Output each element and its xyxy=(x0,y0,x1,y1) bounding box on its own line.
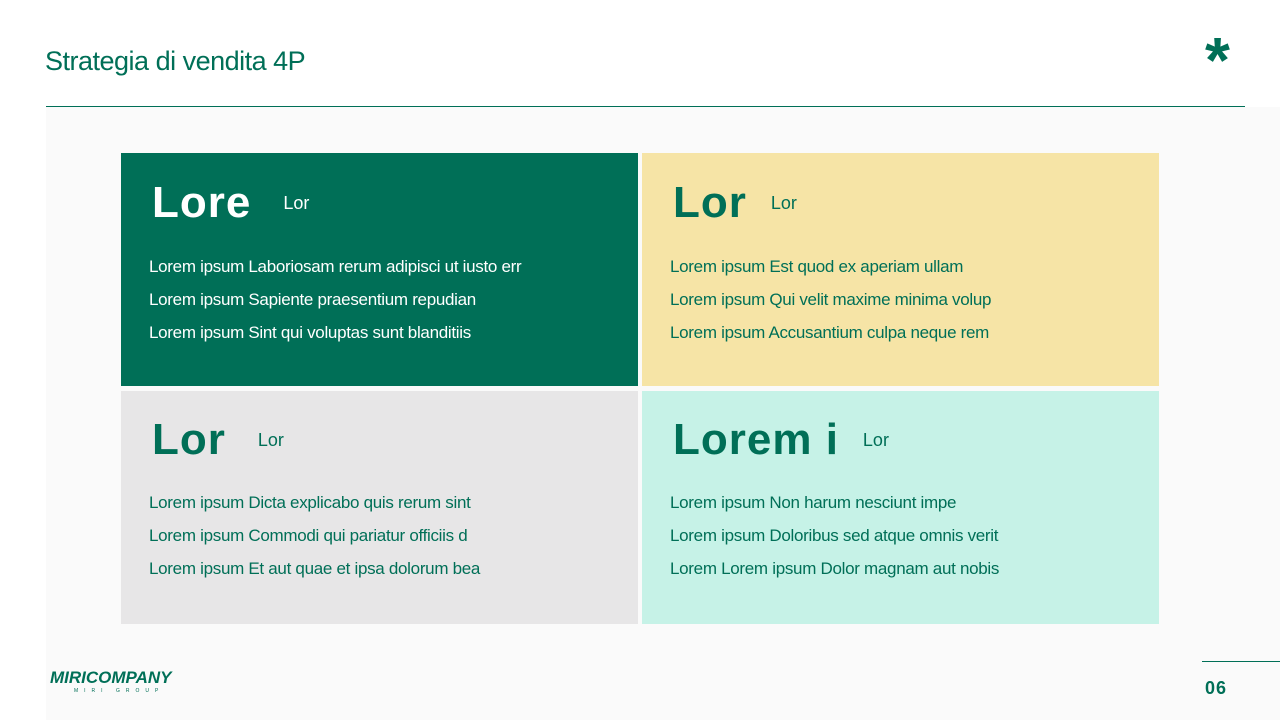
card-subheading: Lor xyxy=(257,429,284,450)
card-subheading: Lor xyxy=(770,192,797,213)
company-logo xyxy=(50,668,172,694)
card-heading: Lorem i xyxy=(673,415,839,464)
slide-title: Strategia di vendita 4P xyxy=(45,46,306,76)
quadrant-card-4 xyxy=(642,391,1159,624)
logo-tagline: MIRI GROUP xyxy=(74,688,165,694)
asterisk-icon: * xyxy=(1205,24,1230,96)
card-line: Lorem ipsum Est quod ex aperiam ullam xyxy=(670,257,964,276)
card-line: Lorem ipsum Commodi qui pariatur officiis d xyxy=(149,526,468,545)
card-subheading: Lor xyxy=(283,192,310,213)
card-heading: Lor xyxy=(152,415,226,464)
card-line: Lorem ipsum Sint qui voluptas sunt blanditiis xyxy=(149,323,471,342)
card-line: Lorem ipsum Dicta explicabo quis rerum sint xyxy=(149,493,471,512)
card-subheading: Lor xyxy=(862,429,889,450)
card-line: Lorem ipsum Laboriosam rerum adipisci ut iusto err xyxy=(149,257,522,276)
card-line: Lorem ipsum Accusantium culpa neque rem xyxy=(670,323,990,342)
page-number-divider xyxy=(1202,661,1280,662)
card-heading: Lor xyxy=(673,178,747,227)
card-line: Lorem ipsum Sapiente praesentium repudian xyxy=(149,290,476,309)
logo-wordmark: MIRICOMPANY xyxy=(50,668,172,687)
card-line: Lorem ipsum Qui velit maxime minima volup xyxy=(670,290,992,309)
card-line: Lorem ipsum Non harum nesciunt impe xyxy=(670,493,957,512)
card-heading: Lore xyxy=(152,178,252,227)
quadrant-card-3 xyxy=(121,391,638,624)
card-line: Lorem ipsum Doloribus sed atque omnis verit xyxy=(670,526,999,545)
card-line: Lorem Lorem ipsum Dolor magnam aut nobis xyxy=(670,559,1000,578)
card-line: Lorem ipsum Et aut quae et ipsa dolorum bea xyxy=(149,559,481,578)
quadrant-card-1 xyxy=(121,153,638,386)
quadrant-card-2 xyxy=(642,153,1159,386)
page-number: 06 xyxy=(1205,678,1228,698)
